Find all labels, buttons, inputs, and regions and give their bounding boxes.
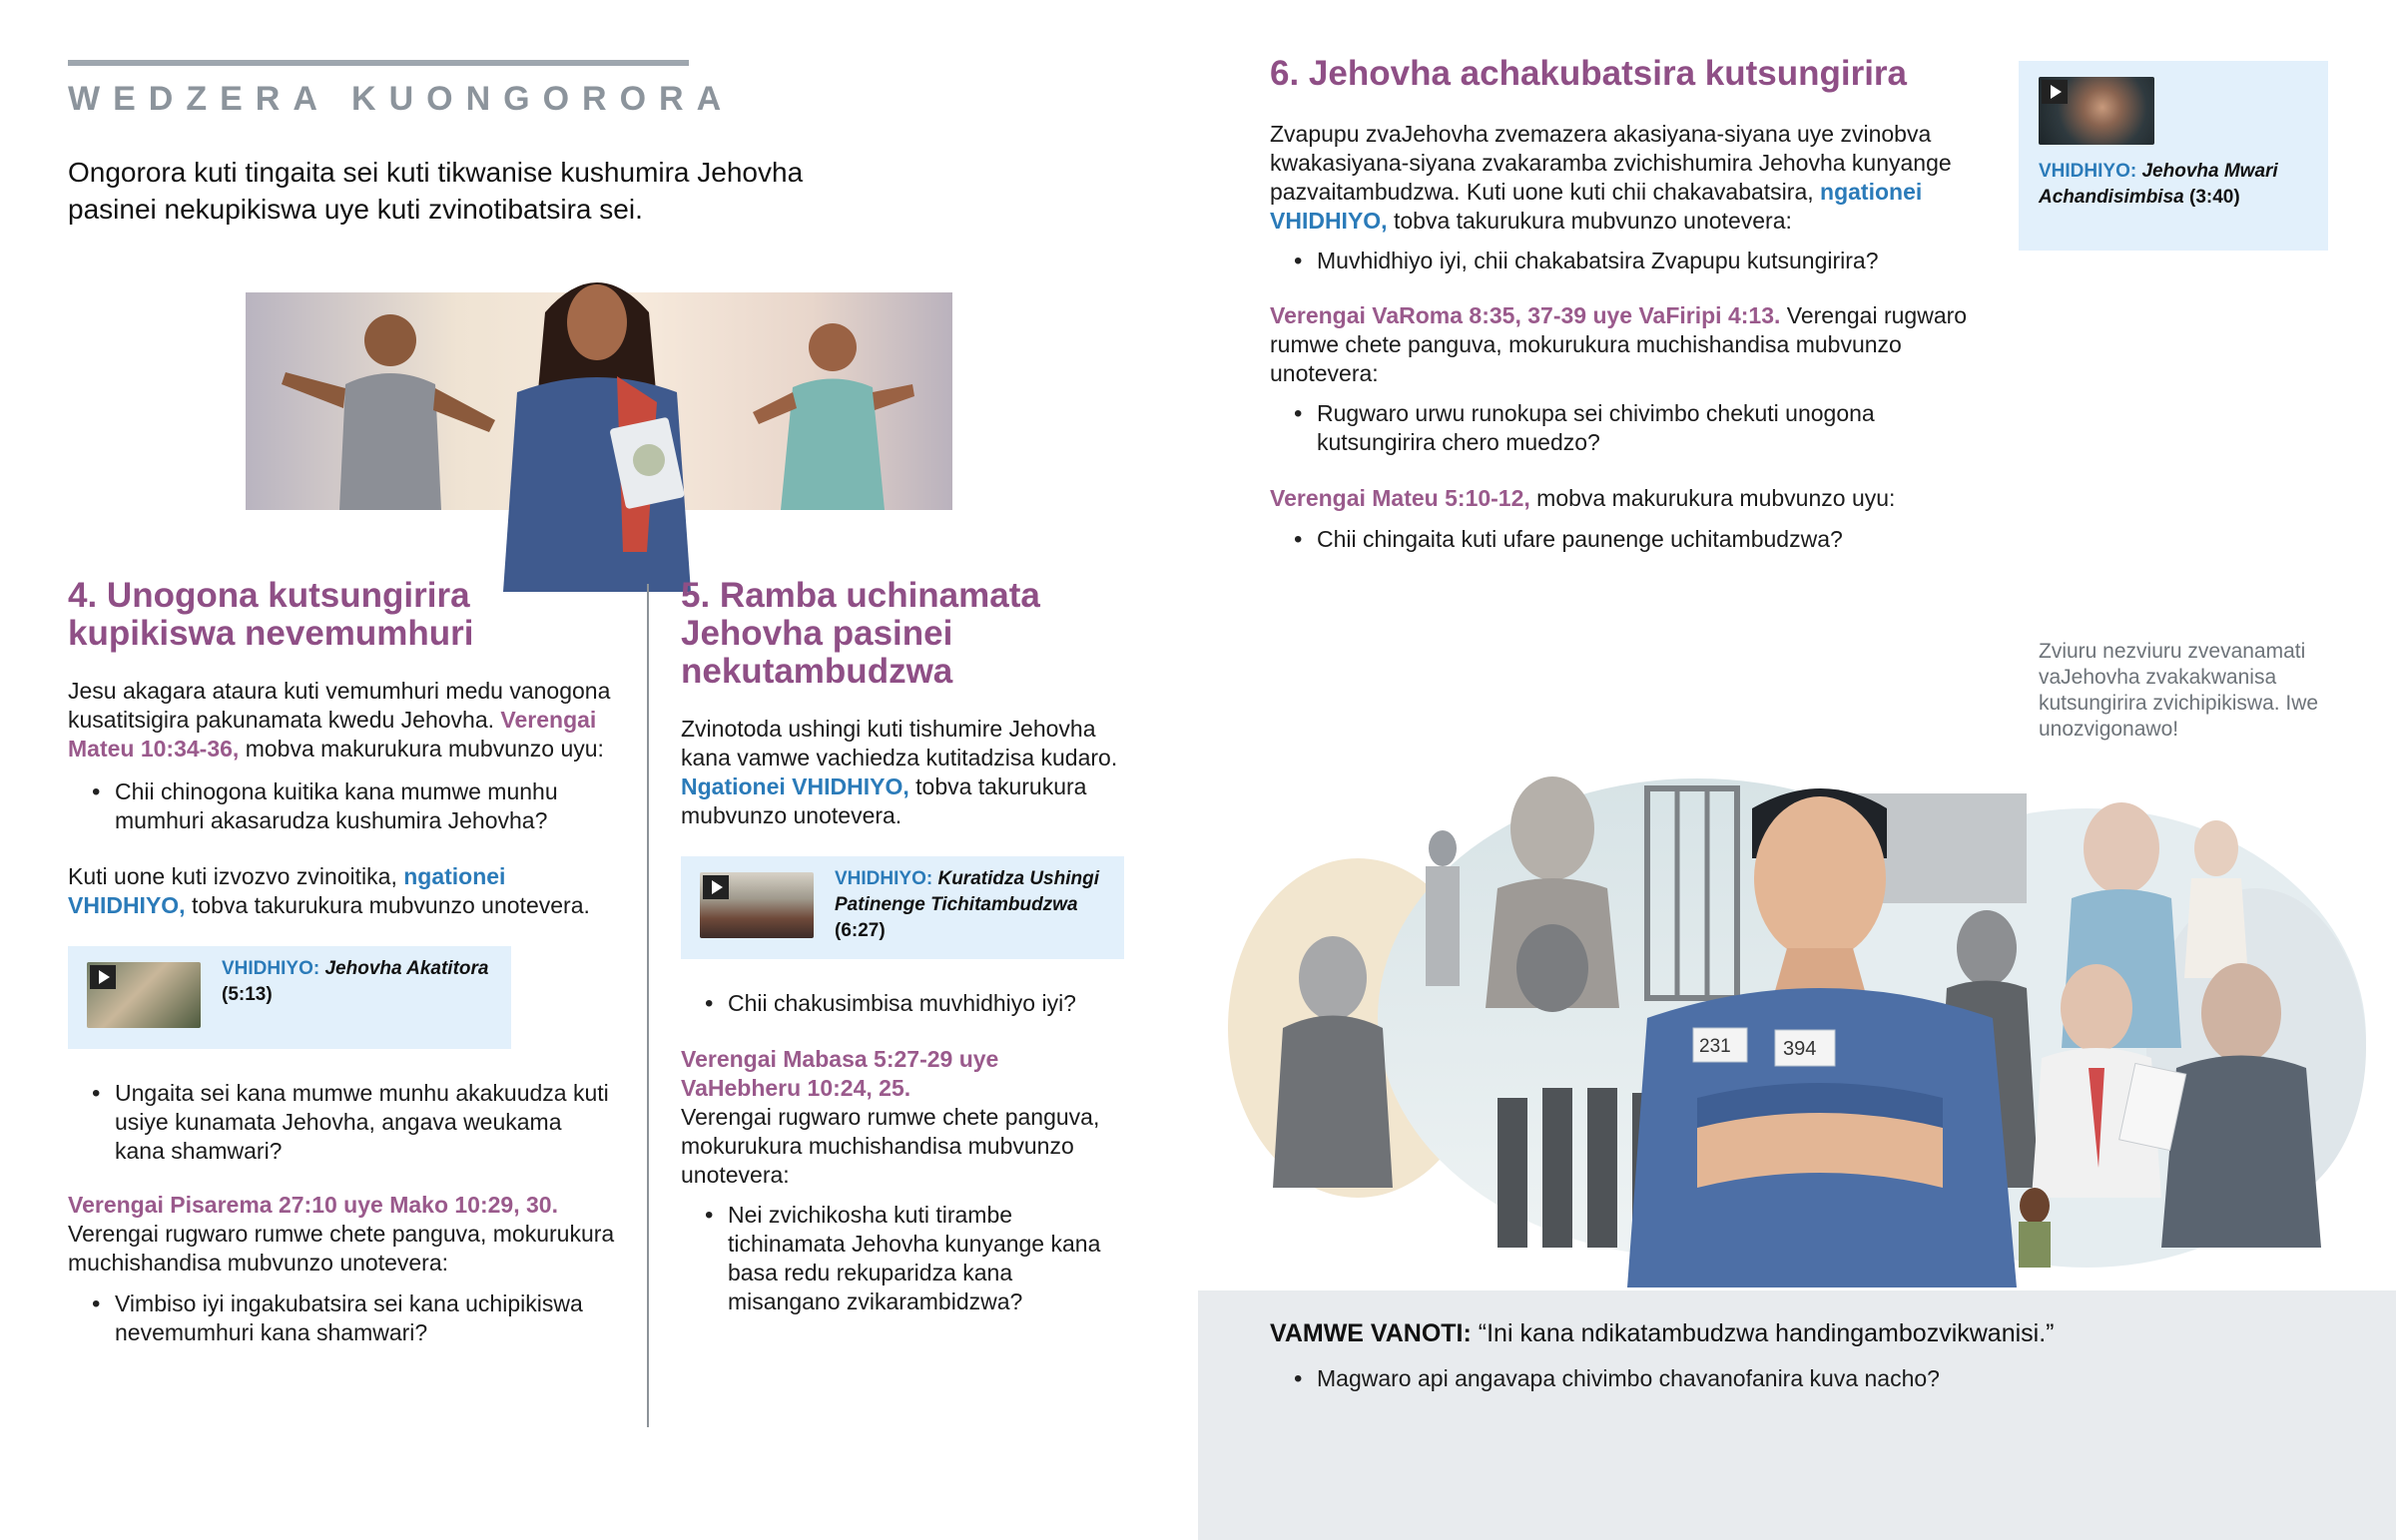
video-thumbnail[interactable] (2039, 77, 2154, 145)
woman-figure (753, 323, 914, 510)
family-opposition-illustration (246, 292, 952, 510)
paragraph-text: mobva makurukura mubvunzo uyu: (239, 736, 604, 762)
section-4-title: 4. Unogona kutsungirira kupikiswa nevemumhuri (68, 576, 474, 653)
scripture-reference[interactable]: Verengai Mateu 10:34-36, (68, 707, 597, 762)
video-title: Jehovha Akatitora (324, 958, 489, 979)
play-icon[interactable] (2042, 80, 2068, 104)
paragraph-text: mobva makurukura mubvunzo uyu: (1529, 485, 1896, 511)
others-say-label: VAMWE VANOTI: (1270, 1319, 1472, 1347)
section-4-question-list-2 (68, 1079, 615, 1166)
section-6-question-list-1 (1270, 247, 1999, 275)
header-rule (68, 60, 689, 66)
paragraph-text: Verengai rugwaro rumwe chete panguva, mokurukura muchishandisa mubvunzo unotevera: (681, 1104, 1100, 1188)
video-title: Kuratidza Ushingi Patinenge Tichitambudzwa (835, 868, 1099, 915)
section-4-paragraph-3 (68, 1191, 615, 1278)
video-link[interactable]: ngationei VHIDHIYO, (68, 863, 506, 918)
section-4-question-list-3 (68, 1289, 615, 1347)
question-item: • Chii chakusimbisa muvhidhiyo iyi? (681, 989, 1120, 1018)
paragraph-text: tobva takurukura mubvunzo unotevera: (1387, 208, 1792, 234)
paragraph-text: Verengai rugwaro rumwe chete panguva, mokurukura muchishandisa mubvunzo unotevera: (68, 1221, 615, 1276)
section-5-paragraph-2 (681, 1045, 1120, 1190)
young-woman-figure (503, 282, 691, 592)
man-figure (282, 314, 495, 510)
video-duration: (3:40) (2189, 187, 2240, 208)
paragraph-text: Zvapupu zvaJehovha zvemazera akasiyana-siyana uye zvinobva kwakasiyana-siyana zvakaramba zvichishumira Jehovha kunyange pazvaitambudzwa. Kuti uone kuti chii chakavabatsira, (1270, 121, 1952, 205)
section-6-paragraph-1 (1270, 120, 1989, 236)
others-say-question-list (1270, 1364, 2348, 1393)
prisoner-badge-1: 231 (1699, 1036, 1731, 1057)
question-item: • Ungaita sei kana mumwe munhu akakuudza kuti usiye kunamata Jehovha, angava weukama kana shamwari? (68, 1079, 615, 1166)
prisoner-badge-2: 394 (1783, 1038, 1817, 1060)
section-6-question-list-2 (1270, 399, 1999, 457)
question-item: • Chii chinogona kuitika kana mumwe munhu mumhuri akasarudza kushumira Jehovha? (68, 777, 615, 835)
paragraph-text: Kuti uone kuti izvozvo zvinoitika, (68, 863, 404, 889)
video-card-jehovha-mwari[interactable] (2019, 61, 2328, 251)
section-6-title: 6. Jehovha achakubatsira kutsungirira (1270, 54, 1908, 93)
section-6-question-list-3 (1270, 525, 1999, 554)
paragraph-text: tobva takurukura mubvunzo unotevera. (185, 892, 590, 918)
paragraph-text: Zvinotoda ushingi kuti tishumire Jehovha kana vamwe vachiedza kutitadzisa kudaro. (681, 716, 1118, 770)
video-thumbnail[interactable] (87, 962, 201, 1028)
scripture-reference[interactable]: Verengai Mateu 5:10-12, (1270, 485, 1530, 511)
section-6-paragraph-3 (1270, 484, 1989, 513)
others-say-quote (1270, 1317, 2348, 1349)
paragraph-text: tobva takurukura mubvunzo unotevera. (681, 773, 1087, 828)
video-card-kuratidza-ushingi[interactable] (681, 856, 1124, 959)
play-icon[interactable] (703, 875, 729, 899)
question-item: • Magwaro api angavapa chivimbo chavanofanira kuva nacho? (1270, 1364, 2348, 1393)
illustration-caption: Zviuru nezviuru zvevanamati vaJehovha zvakakwanisa kutsungirira zvichipikiswa. Iwe unozvigonawo! (2039, 640, 2319, 741)
scripture-reference[interactable]: Verengai Pisarema 27:10 uye Mako 10:29, 30. (68, 1192, 558, 1218)
video-link[interactable]: ngationei VHIDHIYO, (1270, 179, 1923, 234)
question-item: • Muvhidhiyo iyi, chii chakabatsira Zvapupu kutsungirira? (1270, 247, 1999, 275)
video-caption (835, 866, 1116, 944)
section-5-question-list-2 (681, 1201, 1120, 1316)
video-duration: (5:13) (222, 984, 273, 1005)
others-say-text: “Ini kana ndikatambudzwa handingambozvikwanisi.” (1471, 1319, 2055, 1347)
video-label: VHIDHIYO: (2039, 161, 2137, 182)
video-label: VHIDHIYO: (222, 958, 320, 979)
intro-text: Ongorora kuti tingaita sei kuti tikwanise kushumira Jehovha pasinei nekupikiswa uye kuti zvinotibatsira sei. (68, 157, 804, 225)
question-item: • Chii chingaita kuti ufare paunenge uchitambudzwa? (1270, 525, 1999, 554)
section-4-paragraph-2 (68, 862, 615, 920)
section-4-question-list-1 (68, 777, 615, 835)
section-6-paragraph-2 (1270, 301, 1989, 388)
section-4-paragraph-1 (68, 677, 615, 764)
video-label: VHIDHIYO: (835, 868, 933, 889)
video-caption (222, 956, 503, 1008)
video-title: Jehovha Mwari Achandisimbisa (2039, 161, 2278, 208)
paragraph-text: Jesu akagara ataura kuti vemumhuri medu vanogona kusatitsigira pakunamata kwedu Jehovha. (68, 678, 611, 733)
question-item: • Vimbiso iyi ingakubatsira sei kana uchipikiswa nevemumhuri kana shamwari? (68, 1289, 615, 1347)
witnesses-collage-illustration (1228, 769, 2366, 1287)
section-5-title: 5. Ramba uchinamata Jehovha pasinei nekutambudzwa (681, 576, 1040, 691)
section-5-question-list-1 (681, 989, 1120, 1018)
section-5-paragraph-1 (681, 715, 1120, 830)
question-item: • Nei zvichikosha kuti tirambe tichinamata Jehovha kunyange kana basa redu rekuparidza kana misangano zvikarambidzwa? (681, 1201, 1120, 1316)
scripture-reference[interactable]: Verengai Mabasa 5:27-29 uye VaHebheru 10:24, 25. (681, 1046, 999, 1101)
paragraph-text: Verengai rugwaro rumwe chete panguva, mokurukura muchishandisa mubvunzo unotevera: (1270, 302, 1968, 386)
column-divider (647, 584, 649, 1427)
section-kicker: WEDZERA KUONGORORA (68, 80, 735, 118)
question-item: • Rugwaro urwu runokupa sei chivimbo chekuti unogona kutsungirira chero muedzo? (1270, 399, 1999, 457)
video-thumbnail[interactable] (700, 872, 814, 938)
video-card-jehovha-akatitora[interactable] (68, 946, 511, 1049)
scripture-reference[interactable]: Verengai VaRoma 8:35, 37-39 uye VaFiripi 4:13. (1270, 302, 1781, 328)
video-caption (2039, 159, 2318, 211)
play-icon[interactable] (90, 965, 116, 989)
video-link[interactable]: Ngationei VHIDHIYO, (681, 773, 909, 799)
video-duration: (6:27) (835, 920, 886, 941)
